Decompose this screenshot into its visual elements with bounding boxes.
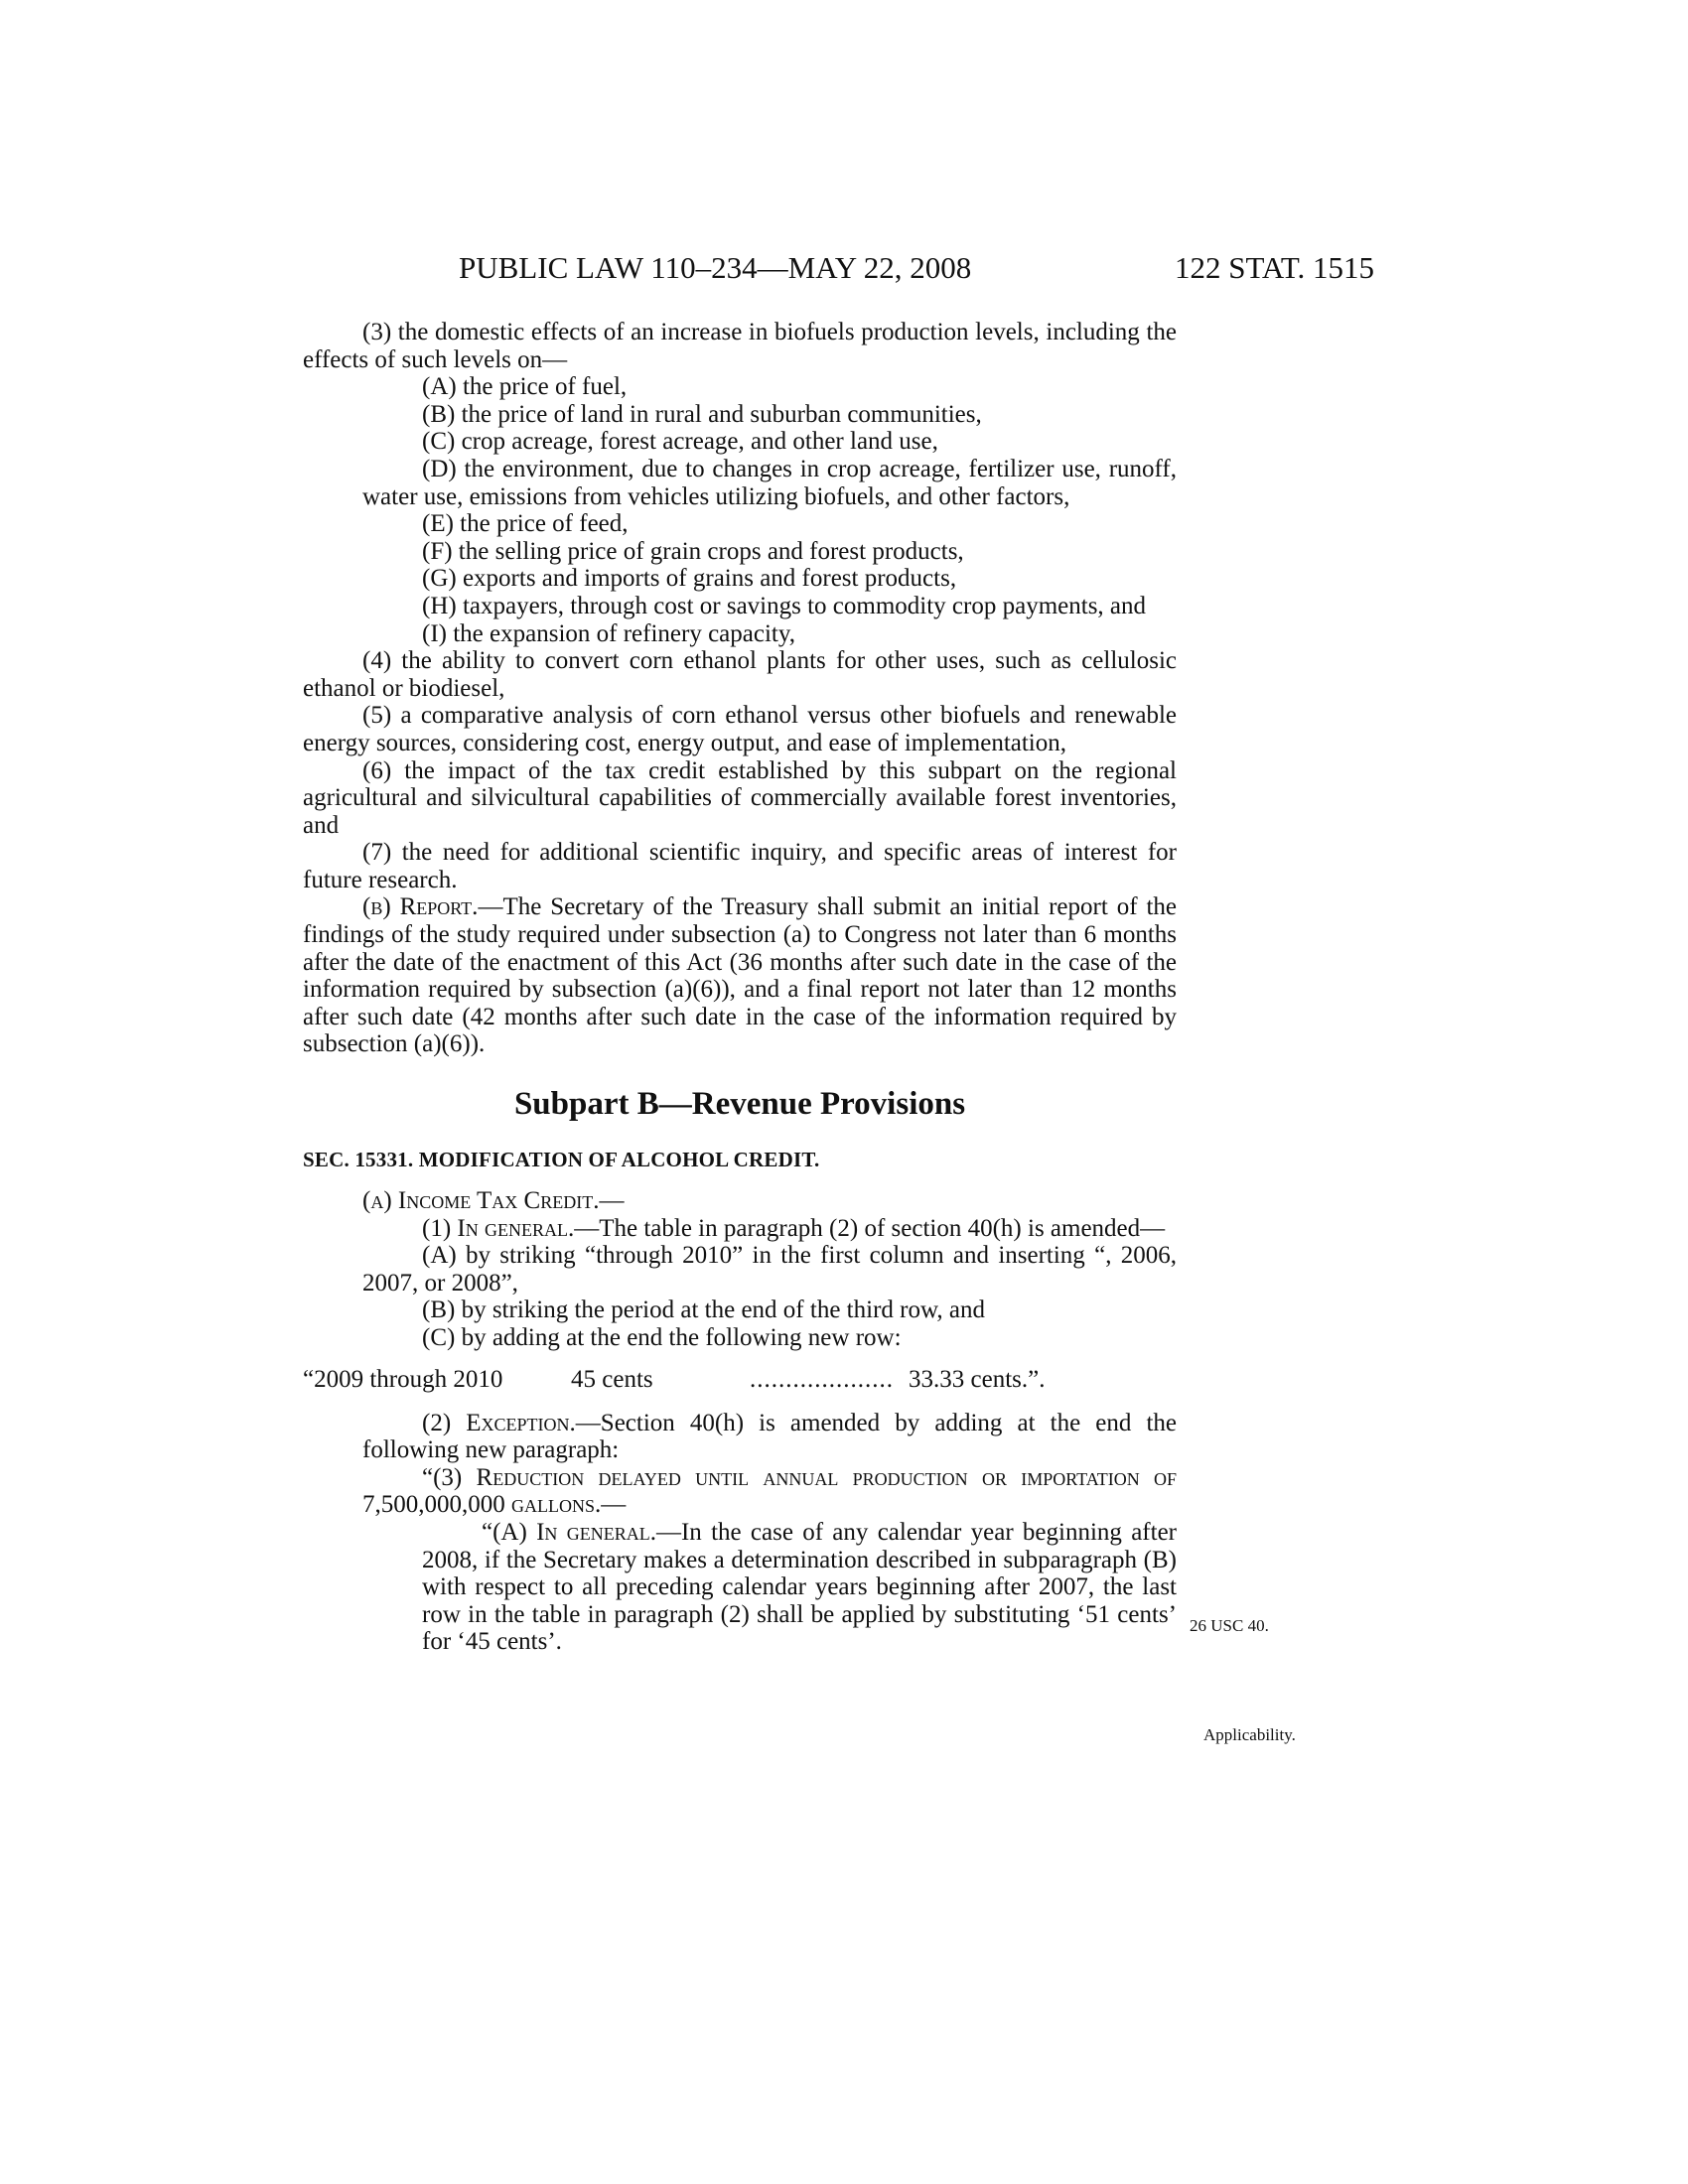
in-general-a-lead: “(A)	[482, 1518, 537, 1546]
reduction-heading: Reduction delayed until annual production or importation of 7,500,000,000 gallons.	[362, 1463, 1178, 1519]
exception-lead: (2)	[422, 1409, 467, 1436]
income-tax-credit-heading	[303, 1187, 1177, 1215]
amendment-item-ab: (B) by striking the period at the end of the third row, and	[422, 1297, 985, 1324]
in-general-1-lead: (1)	[422, 1214, 458, 1242]
exception-paragraph	[303, 1410, 1177, 1464]
in-general-paragraph-1	[303, 1215, 1177, 1243]
amendment-item-aa: (A) by striking “through 2010” in the first column and inserting “, 2006, 2007, or 2008”,	[362, 1242, 1177, 1297]
study-item-pe: (E) the price of feed,	[422, 510, 629, 538]
statute-page-number: 122 STAT. 1515	[1174, 250, 1374, 285]
study-item-ph: (H) taxpayers, through cost or savings to commodity crop payments, and	[422, 592, 1147, 619]
study-item-p3: (3) the domestic effects of an increase in biofuels production levels, including the effects of such levels on—	[303, 319, 1177, 373]
exception-heading: Exception.	[466, 1409, 576, 1436]
study-item-pb: (B) the price of land in rural and suburban communities,	[422, 400, 982, 428]
income-tax-credit-label: (a) Income Tax Credit.	[362, 1187, 600, 1215]
study-items	[303, 319, 1177, 893]
section-title: SEC. 15331. MODIFICATION OF ALCOHOL CREDIT.	[303, 1148, 820, 1172]
margin-note-usc: 26 USC 40.	[1190, 1616, 1269, 1635]
table-row-years: “2009 through 2010	[303, 1365, 503, 1393]
reduction-paragraph	[303, 1464, 1177, 1519]
body-text	[303, 319, 1177, 1656]
reduction-dash: —	[601, 1491, 627, 1519]
public-law-citation: PUBLIC LAW 110–234—MAY 22, 2008	[459, 250, 972, 285]
new-table-row	[303, 1366, 1177, 1394]
study-item-p4: (4) the ability to convert corn ethanol plants for other uses, such as cellulosic ethanol or biodiesel,	[303, 647, 1177, 702]
amendment-items	[303, 1242, 1177, 1351]
amendment-item-ac: (C) by adding at the end the following new row:	[422, 1324, 902, 1351]
running-head	[459, 248, 1374, 288]
in-general-1-text: —The table in paragraph (2) of section 40(h) is amended—	[574, 1214, 1166, 1242]
report-paragraph	[303, 893, 1177, 1058]
study-item-pc: (C) crop acreage, forest acreage, and other land use,	[422, 428, 938, 456]
in-general-a-heading: In general.	[536, 1518, 656, 1546]
in-general-1-heading: In general.	[457, 1214, 575, 1242]
in-general-a-paragraph	[303, 1519, 1177, 1656]
study-item-p6: (6) the impact of the tax credit established by this subpart on the regional agricultural and silvicultural capabilities of commercially available forest inventories, and	[303, 756, 1177, 839]
table-row-leader-dots: ....................	[750, 1365, 894, 1393]
in-general-a-text: —In the case of any calendar year beginning after 2008, if the Secretary makes a determination described in subparagraph (B) with respect to all preceding calendar years beginning after 2007, the last row in the table in paragraph (2) shall be applied by substituting ‘51 cents’ for ‘45 cents’.	[422, 1518, 1177, 1656]
study-item-pg: (G) exports and imports of grains and forest products,	[422, 565, 957, 593]
report-text: —The Secretary of the Treasury shall submit an initial report of the findings of the study required under subsection (a) to Congress not later than 6 months after the date of the enactment of this Act (36 months after such date in the case of the information required by subsection (a)(6)), and a final report not later than 12 months after such date (42 months after such date in the case of the information required by subsection (a)(6)).	[303, 893, 1177, 1058]
exception-text: —Section 40(h) is amended by adding at the end the following new paragraph:	[362, 1409, 1178, 1464]
study-item-p5: (5) a comparative analysis of corn ethanol versus other biofuels and renewable energy sources, considering cost, energy output, and ease of implementation,	[303, 702, 1177, 756]
income-tax-credit-dash: —	[599, 1187, 625, 1215]
report-heading: (b) Report.	[362, 893, 479, 921]
reduction-lead: “(3)	[422, 1463, 477, 1491]
study-item-p7: (7) the need for additional scientific inquiry, and specific areas of interest for future research.	[303, 839, 1177, 893]
study-item-pa: (A) the price of fuel,	[422, 373, 628, 401]
table-row-reduced-rate: 33.33 cents.”.	[909, 1365, 1046, 1393]
subpart-title: Subpart B—Revenue Provisions	[513, 1086, 966, 1123]
study-item-pi: (I) the expansion of refinery capacity,	[422, 619, 795, 647]
study-item-pd: (D) the environment, due to changes in crop acreage, fertilizer use, runoff, water use, emissions from vehicles utilizing biofuels, and other factors,	[362, 455, 1177, 510]
study-item-pf: (F) the selling price of grain crops and forest products,	[422, 537, 964, 565]
margin-note-applicability: Applicability.	[1203, 1725, 1296, 1744]
table-row-rate: 45 cents	[571, 1365, 653, 1393]
